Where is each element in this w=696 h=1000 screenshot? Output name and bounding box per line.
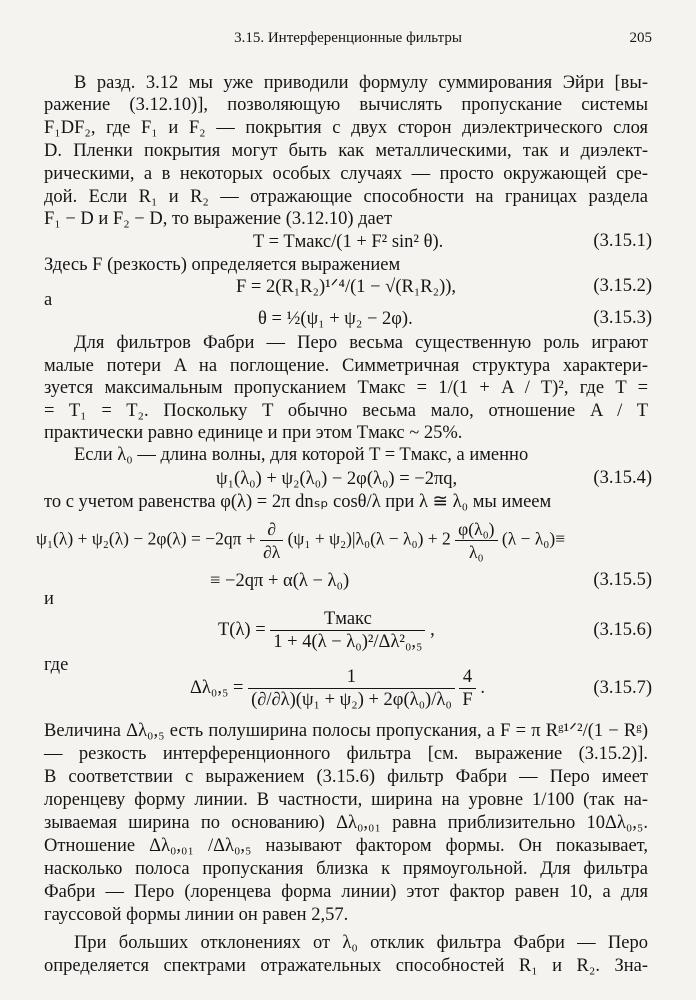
- text-line: рическими, а в некоторых особых случаях — просто окружающей сре-: [44, 164, 648, 184]
- text-line: При больших отклонениях от λ₀ отклик фильтра Фабри — Перо: [74, 933, 648, 953]
- running-header: 3.15. Интерференционные фильтры: [234, 30, 462, 46]
- text-line: В разд. 3.12 мы уже приводили формулу суммирования Эйри [вы-: [74, 73, 648, 93]
- text-line: D. Пленки покрытия могут быть как металлическими, так и диэлект-: [44, 141, 648, 161]
- page-number: 205: [629, 30, 652, 46]
- fraction-numerator: Tмакс: [270, 608, 425, 631]
- equation-3-15-3: θ = ½(ψ₁ + ψ₂ − 2φ).: [258, 309, 413, 329]
- width-fraction: [248, 666, 455, 711]
- text-line: и: [44, 589, 54, 609]
- text-line: то с учетом равенства φ(λ) = 2π dnₛₚ cosθ/λ при λ ≅ λ₀ мы имеем: [44, 492, 552, 512]
- fraction-denominator: (∂/∂λ)(ψ₁ + ψ₂) + 2φ(λ₀)/λ₀: [251, 690, 452, 710]
- equation-3-15-7: [190, 666, 485, 711]
- text-line: Отношение Δλ₀,₀₁ /Δλ₀,₅ называют фактором формы. Он показывает,: [44, 836, 648, 856]
- equation-3-15-5-line1: [36, 518, 565, 563]
- transmission-fraction: [270, 608, 425, 653]
- eq-tail: ,: [430, 619, 435, 640]
- text-line: зываемая ширина по основанию) Δλ₀,₀₁ равна приблизительно 10Δλ₀,₅.: [44, 813, 648, 833]
- equation-3-15-6: [218, 608, 435, 653]
- fraction-numerator: 1: [248, 666, 455, 689]
- text-line: = T₁ = T₂. Поскольку T обычно весьма мало, отношение A / T: [44, 401, 648, 421]
- text-line: ражение (3.12.10)], позволяющую вычислять пропускание системы: [44, 95, 648, 115]
- equation-3-15-4: ψ₁(λ₀) + ψ₂(λ₀) − 2φ(λ₀) = −2πq,: [216, 469, 458, 489]
- text-line: В соответствии с выражением (3.15.6) фильтр Фабри — Перо имеет: [44, 767, 648, 787]
- fraction-numerator: 4: [459, 666, 475, 689]
- equation-number: (3.15.7): [593, 678, 652, 698]
- phase-fraction: [455, 518, 497, 563]
- text-line: малые потери A на поглощение. Симметричная структура характери-: [44, 356, 648, 376]
- fraction-numerator: φ(λ₀): [455, 518, 497, 541]
- text-line: лоренцеву форму линии. В частности, ширина на уровне 1/100 (так на-: [44, 790, 648, 810]
- fraction-denominator: 1 + 4(λ − λ₀)²/Δλ²₀,₅: [273, 632, 423, 652]
- text-line: дой. Если R₁ и R₂ — отражающие способности на границах раздела: [44, 187, 648, 207]
- fraction-numerator: ∂: [260, 518, 283, 541]
- text-line: гауссовой формы линии он равен 2,57.: [44, 905, 349, 925]
- text-line: Для фильтров Фабри — Перо весьма существенную роль играют: [74, 333, 648, 353]
- eq-middle: (ψ₁ + ψ₂)|λ₀(λ − λ₀) + 2: [287, 528, 451, 549]
- equation-3-15-1: T = Tмакс/(1 + F² sin² θ).: [253, 232, 444, 252]
- partial-derivative: [260, 518, 283, 563]
- eq-lhs: ψ₁(λ) + ψ₂(λ) − 2φ(λ) = −2qπ +: [36, 528, 256, 549]
- equation-number: (3.15.1): [593, 231, 652, 251]
- text-line: Если λ₀ — длина волны, для которой T = Tмакс, а именно: [74, 445, 529, 465]
- text-line: Величина Δλ₀,₅ есть полуширина полосы пропускания, а F = π Rᵍ¹ᐟ²/(1 − Rᵍ): [44, 721, 648, 741]
- text-line: F₁DF₂, где F₁ и F₂ — покрытия с двух сторон диэлектрического слоя: [44, 118, 648, 138]
- eq-tail: .: [480, 677, 485, 698]
- text-line: практически равно единице и при этом Tмакс ~ 25%.: [44, 423, 463, 443]
- text-line: насколько полоса пропускания близка к прямоугольной. Для фильтра: [44, 859, 648, 879]
- equation-number: (3.15.2): [593, 276, 652, 296]
- eq-lhs: T(λ) =: [218, 619, 266, 640]
- equation-number: (3.15.3): [593, 308, 652, 328]
- equation-number: (3.15.4): [593, 468, 652, 488]
- eq-lhs: Δλ₀,₅ =: [190, 677, 244, 698]
- text-line: определяется спектрами отражательных способностей R₁ и R₂. Зна-: [44, 956, 648, 976]
- text-line: зуется максимальным пропусканием Tмакс = 1/(1 + A / T)², где T =: [44, 378, 648, 398]
- equation-3-15-5-line2: ≡ −2qπ + α(λ − λ₀): [210, 571, 350, 591]
- equation-number: (3.15.6): [593, 620, 652, 640]
- equation-3-15-2: F = 2(R₁R₂)¹ᐟ⁴/(1 − √(R₁R₂)),: [236, 277, 457, 297]
- text-line: Здесь F (резкость) определяется выражением: [44, 255, 401, 275]
- fraction-denominator: λ₀: [469, 542, 484, 562]
- fraction-denominator: ∂λ: [263, 542, 281, 562]
- text-line: — резкость интерференционного фильтра [см. выражение (3.15.2)].: [44, 744, 648, 764]
- eq-tail: (λ − λ₀)≡: [501, 528, 566, 549]
- equation-number: (3.15.5): [593, 570, 652, 590]
- text-line: а: [44, 290, 53, 310]
- text-line: F₁ − D и F₂ − D, то выражение (3.12.10) дает: [44, 209, 393, 229]
- fraction-denominator: F: [462, 690, 473, 710]
- text-line: где: [44, 655, 69, 675]
- text-line: Фабри — Перо (лоренцева форма линии) этот фактор равен 10, а для: [44, 882, 648, 902]
- sharpness-fraction: [459, 666, 475, 711]
